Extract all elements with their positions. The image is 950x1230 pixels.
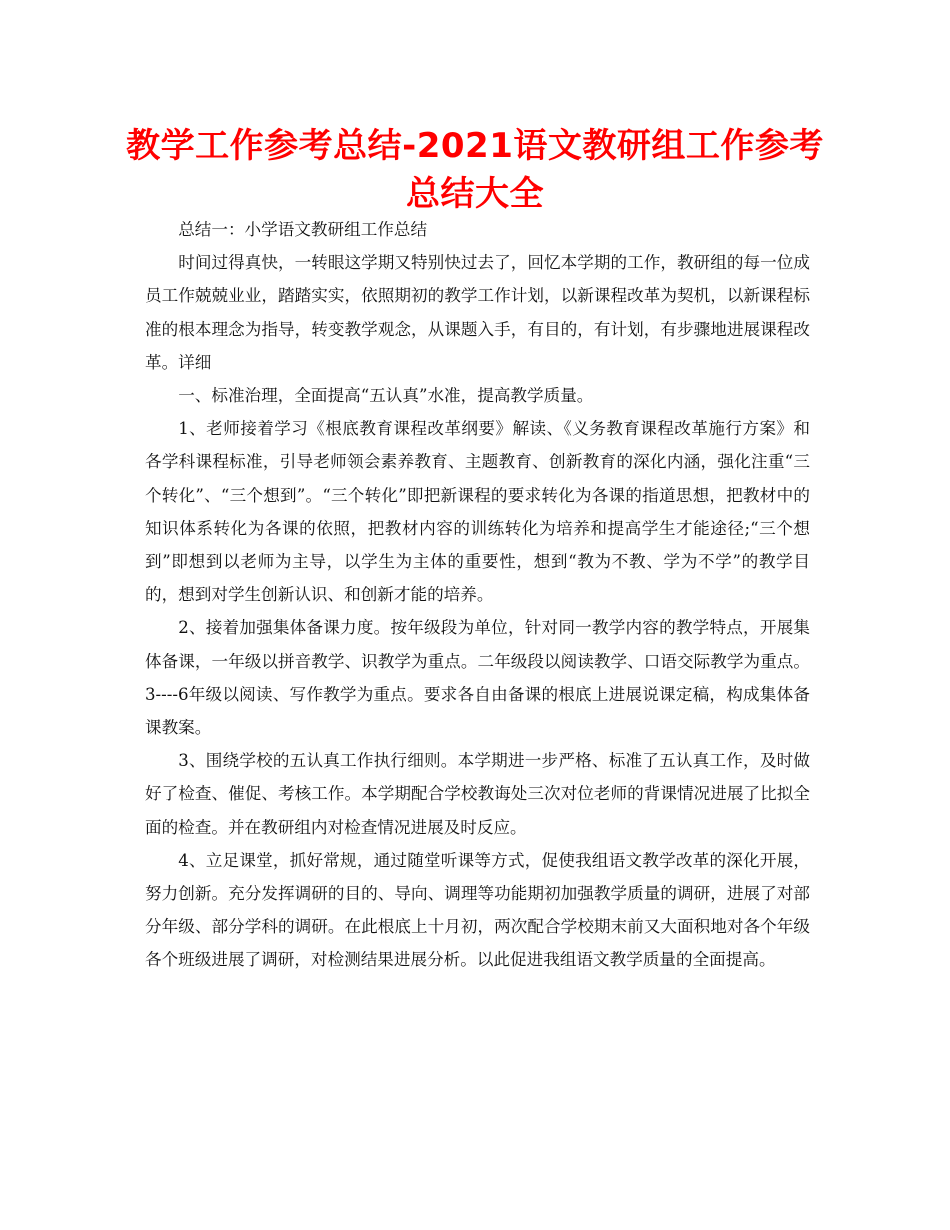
document-title: 教学工作参考总结-2021语文教研组工作参考总结大全 [126,126,824,214]
document-body [145,213,810,977]
paragraph-item-2: 2、接着加强集体备课力度。按年级段为单位，针对同一教学内容的教学特点，开展集体备课，一年级以拼音教学、识教学为重点。二年级段以阅读教学、口语交际教学为重点。3----6年级以阅读、写作教学为重点。要求各自由备课的根底上进展说课定稿，构成集体备课教案。 [145,618,810,738]
paragraph-heading-one: 一、标准治理，全面提高“五认真”水准，提高教学质量。 [178,386,594,406]
paragraph-item-4: 4、立足课堂，抓好常规，通过随堂听课等方式，促使我组语文教学改革的深化开展，努力创新。充分发挥调研的目的、导向、调理等功能期初加强教学质量的调研，进展了对部分年级、部分学科的调研。在此根底上十月初，两次配合学校期末前又大面积地对各个年级各个班级进展了调研，对检测结果进展分析。以此促进我组语文教学质量的全面提高。 [145,850,810,970]
section-heading: 总结一：小学语文教研组工作总结 [178,220,428,239]
paragraph-item-1: 1、老师接着学习《根底教育课程改革纲要》解读、《义务教育课程改革施行方案》和各学科课程标准，引导老师领会素养教育、主题教育、创新教育的深化内涵，强化注重“三个转化”、“三个想到”。“三个转化”即把新课程的要求转化为各课的指道思想，把教材中的知识体系转化为各课的依照，把教材内容的训练转化为培养和提高学生才能途径;“三个想到”即想到以老师为主导，以学生为主体的重要性，想到“教为不教、学为不学”的教学目的，想到对学生创新认识、和创新才能的培养。 [145,419,810,605]
paragraph-item-3: 3、围绕学校的五认真工作执行细则。本学期进一步严格、标准了五认真工作，及时做好了检查、催促、考核工作。本学期配合学校教诲处三次对位老师的背课情况进展了比拟全面的检查。并在教研组内对检查情况进展及时反应。 [145,751,810,837]
paragraph-intro: 时间过得真快，一转眼这学期又特别快过去了，回忆本学期的工作，教研组的每一位成员工作兢兢业业，踏踏实实，依照期初的教学工作计划，以新课程改革为契机，以新课程标准的根本理念为指导，转变教学观念，从课题入手，有目的，有计划，有步骤地进展课程改革。详细 [145,253,810,372]
